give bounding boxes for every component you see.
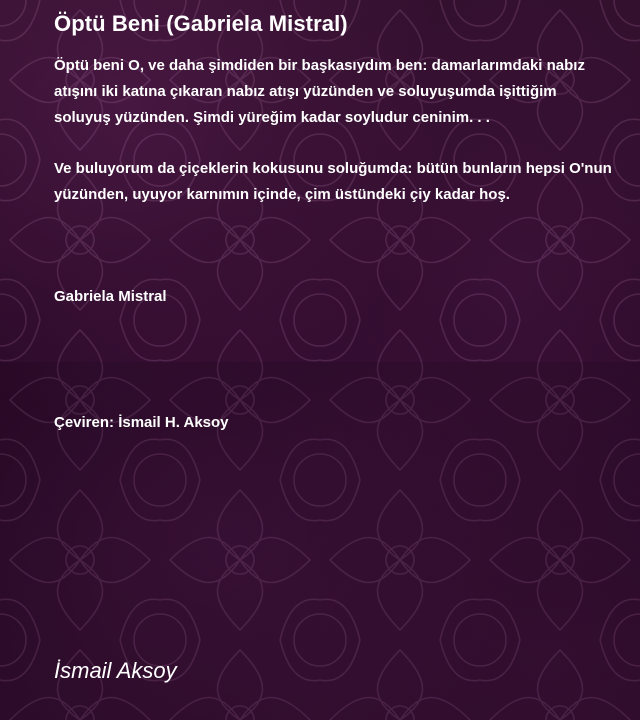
poem-title: Öptü Beni (Gabriela Mistral): [54, 11, 348, 36]
signature: İsmail Aksoy: [54, 658, 177, 683]
poem-author: Gabriela Mistral: [54, 288, 167, 305]
poem-paragraph-2: Ve buluyorum da çiçeklerin kokusunu soluğumda: bütün bunların hepsi O'nun yüzünden, uyuyor karnımın içinde, çim üstündeki çiy kadar hoş.: [54, 160, 612, 203]
poem-paragraph-1: Öptü beni O, ve daha şimdiden bir başkasıydım ben: damarlarımdaki nabız atışını iki katına çıkaran nabız atışı yüzünden ve soluyuşumda işittiğim soluyuş yüzünden. Şimdi yüreğim kadar soyludur ceninim. . .: [54, 57, 585, 126]
poem-translator: Çeviren: İsmail H. Aksoy: [54, 414, 229, 431]
